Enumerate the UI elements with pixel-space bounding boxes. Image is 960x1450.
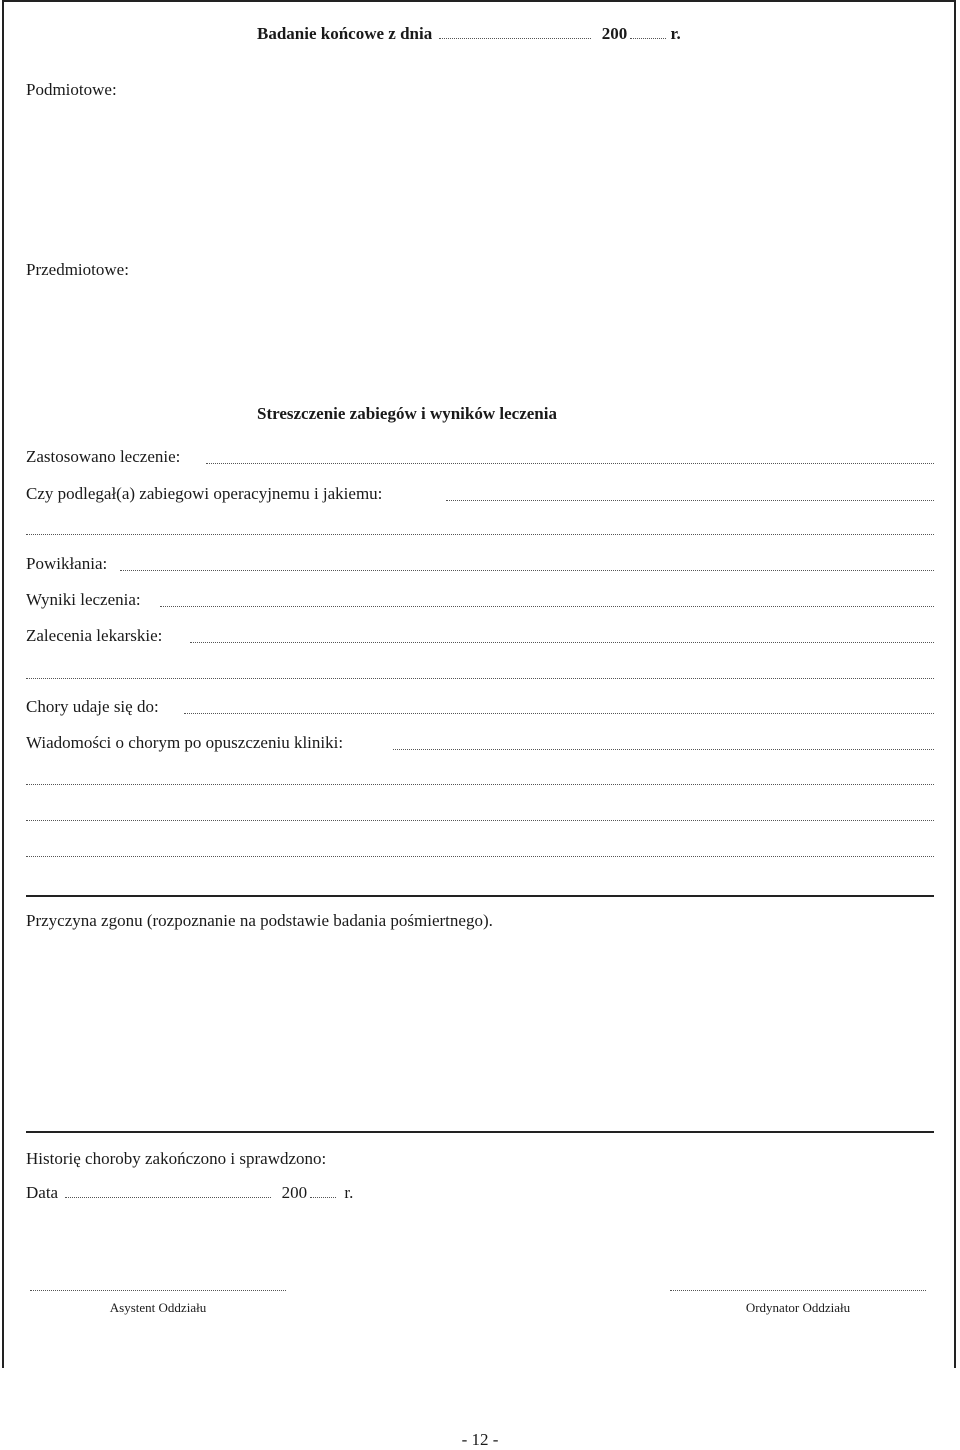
closing-year-suffix: r. bbox=[344, 1183, 354, 1202]
closing-date-field[interactable] bbox=[65, 1197, 271, 1198]
exam-year-suffix: r. bbox=[670, 24, 681, 43]
patient-news-label: Wiadomości o chorym po opuszczeniu kliniki: bbox=[26, 733, 344, 752]
divider bbox=[26, 1131, 934, 1133]
subjective-label: Podmiotowe: bbox=[26, 80, 117, 99]
head-signature-line[interactable] bbox=[670, 1290, 926, 1291]
patient-news-field-2[interactable] bbox=[26, 784, 934, 785]
patient-news-field[interactable] bbox=[393, 749, 934, 750]
assistant-signature-line[interactable] bbox=[30, 1290, 286, 1291]
recommendations-field-continued[interactable] bbox=[26, 678, 934, 679]
exam-day-field[interactable] bbox=[439, 38, 591, 39]
death-cause-area[interactable] bbox=[26, 937, 934, 1117]
recommendations-label: Zalecenia lekarskie: bbox=[26, 626, 163, 645]
patient-news-field-4[interactable] bbox=[26, 856, 934, 857]
complications-field[interactable] bbox=[120, 570, 934, 571]
divider bbox=[26, 895, 934, 897]
exam-year-field[interactable] bbox=[630, 38, 666, 39]
closing-date-line bbox=[26, 1183, 353, 1203]
objective-label: Przedmiotowe: bbox=[26, 260, 129, 279]
destination-label: Chory udaje się do: bbox=[26, 697, 159, 716]
closing-date-label: Data bbox=[26, 1183, 59, 1202]
closing-year-prefix: 200 bbox=[281, 1183, 308, 1202]
treatment-field[interactable] bbox=[206, 463, 934, 464]
death-cause-label: Przyczyna zgonu (rozpoznanie na podstawie badania pośmiertnego). bbox=[26, 911, 493, 930]
page-number: - 12 - bbox=[461, 1430, 499, 1449]
head-signature-label: Ordynator Oddziału bbox=[745, 1300, 851, 1315]
patient-news-field-3[interactable] bbox=[26, 820, 934, 821]
exam-date-title: Badanie końcowe z dnia bbox=[257, 24, 433, 43]
assistant-signature-label: Asystent Oddziału bbox=[109, 1300, 207, 1315]
complications-label: Powikłania: bbox=[26, 554, 108, 573]
results-label: Wyniki leczenia: bbox=[26, 590, 141, 609]
closing-year-field[interactable] bbox=[310, 1197, 336, 1198]
surgery-field[interactable] bbox=[446, 500, 934, 501]
closing-statement: Historię choroby zakończono i sprawdzono: bbox=[26, 1149, 327, 1168]
summary-heading: Streszczenie zabiegów i wyników leczenia bbox=[257, 404, 557, 423]
surgery-field-continued[interactable] bbox=[26, 534, 934, 535]
destination-field[interactable] bbox=[184, 713, 934, 714]
recommendations-field[interactable] bbox=[190, 642, 934, 643]
objective-area[interactable] bbox=[26, 286, 934, 396]
treatment-label: Zastosowano leczenie: bbox=[26, 447, 181, 466]
exam-year-prefix: 200 bbox=[601, 24, 628, 43]
results-field[interactable] bbox=[160, 606, 934, 607]
subjective-area[interactable] bbox=[26, 106, 934, 246]
exam-date-line bbox=[257, 24, 681, 44]
surgery-label: Czy podlegał(a) zabiegowi operacyjnemu i jakiemu: bbox=[26, 484, 383, 503]
